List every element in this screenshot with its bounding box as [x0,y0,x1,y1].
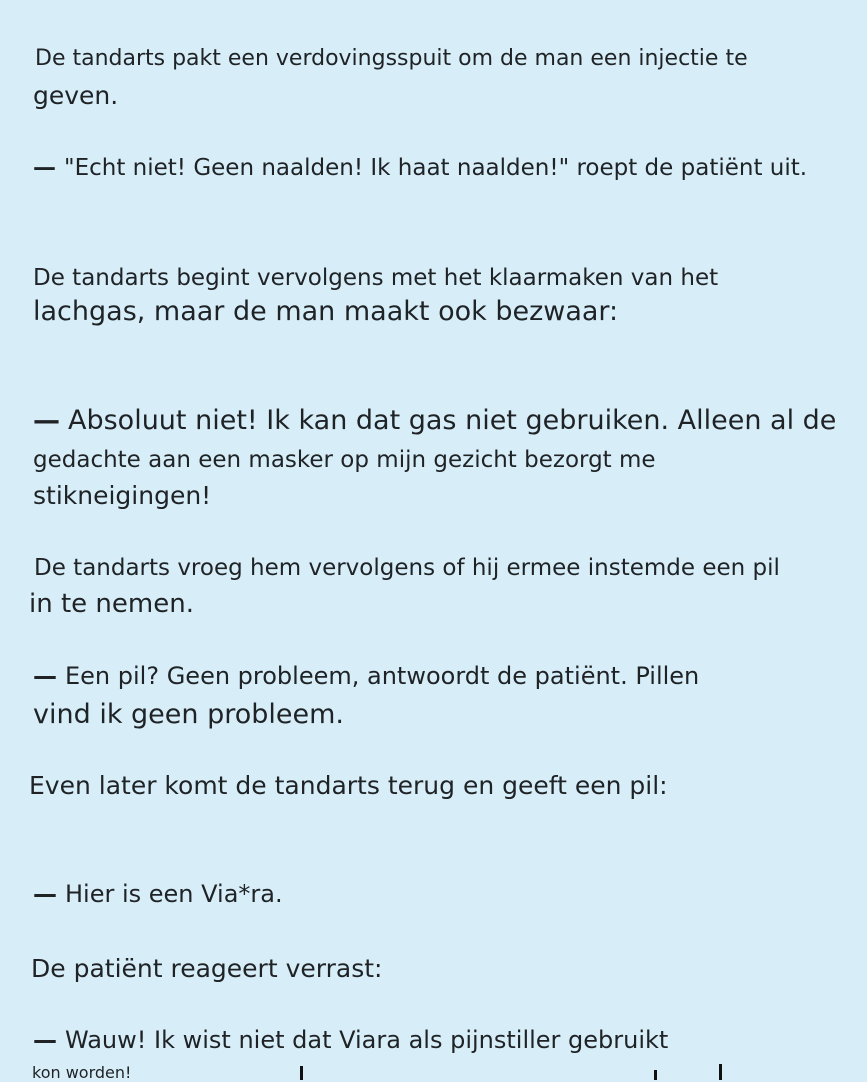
dash-marker: — [33,155,56,181]
p1-line2: geven. [33,81,119,110]
p3-line1: De tandarts begint vervolgens met het klaarmaken van het [33,265,719,291]
dash-marker: — [33,1026,57,1054]
p2-line1 [33,155,807,181]
p5-line2: in te nemen. [29,589,194,619]
dash-marker: — [33,662,57,690]
p6-line1 [33,663,699,691]
dash-marker: — [33,405,60,436]
p8-text: Hier is een Via*ra. [65,880,283,908]
cut-off-mark [300,1066,303,1080]
p10-line1 [33,1027,668,1055]
p5-line1: De tandarts vroeg hem vervolgens of hij ermee instemde een pil [34,555,780,581]
p8-line1 [33,881,283,909]
p4-text: Absoluut niet! Ik kan dat gas niet gebruiken. Alleen al de [68,405,837,436]
p7-line1: Even later komt de tandarts terug en geeft een pil: [29,771,668,800]
p10-line2: kon worden! [32,1063,132,1082]
p10-text: Wauw! Ik wist niet dat Viara als pijnstiller gebruikt [65,1026,669,1054]
p3-line2: lachgas, maar de man maakt ook bezwaar: [33,296,619,327]
p2-text: "Echt niet! Geen naalden! Ik haat naalden!" roept de patiënt uit. [64,155,808,181]
p6-text: Een pil? Geen probleem, antwoordt de patiënt. Pillen [65,662,700,690]
p4-line3: stikneigingen! [33,481,212,510]
p1-line1: De tandarts pakt een verdovingsspuit om de man een injectie te [35,46,748,71]
cut-off-mark [654,1070,657,1080]
p9-line1: De patiënt reageert verrast: [31,954,383,983]
p4-line1 [33,405,836,436]
dash-marker: — [33,880,57,908]
p4-line2: gedachte aan een masker op mijn gezicht bezorgt me [33,447,656,473]
cut-off-mark [719,1064,722,1080]
p6-line2: vind ik geen probleem. [33,699,345,730]
